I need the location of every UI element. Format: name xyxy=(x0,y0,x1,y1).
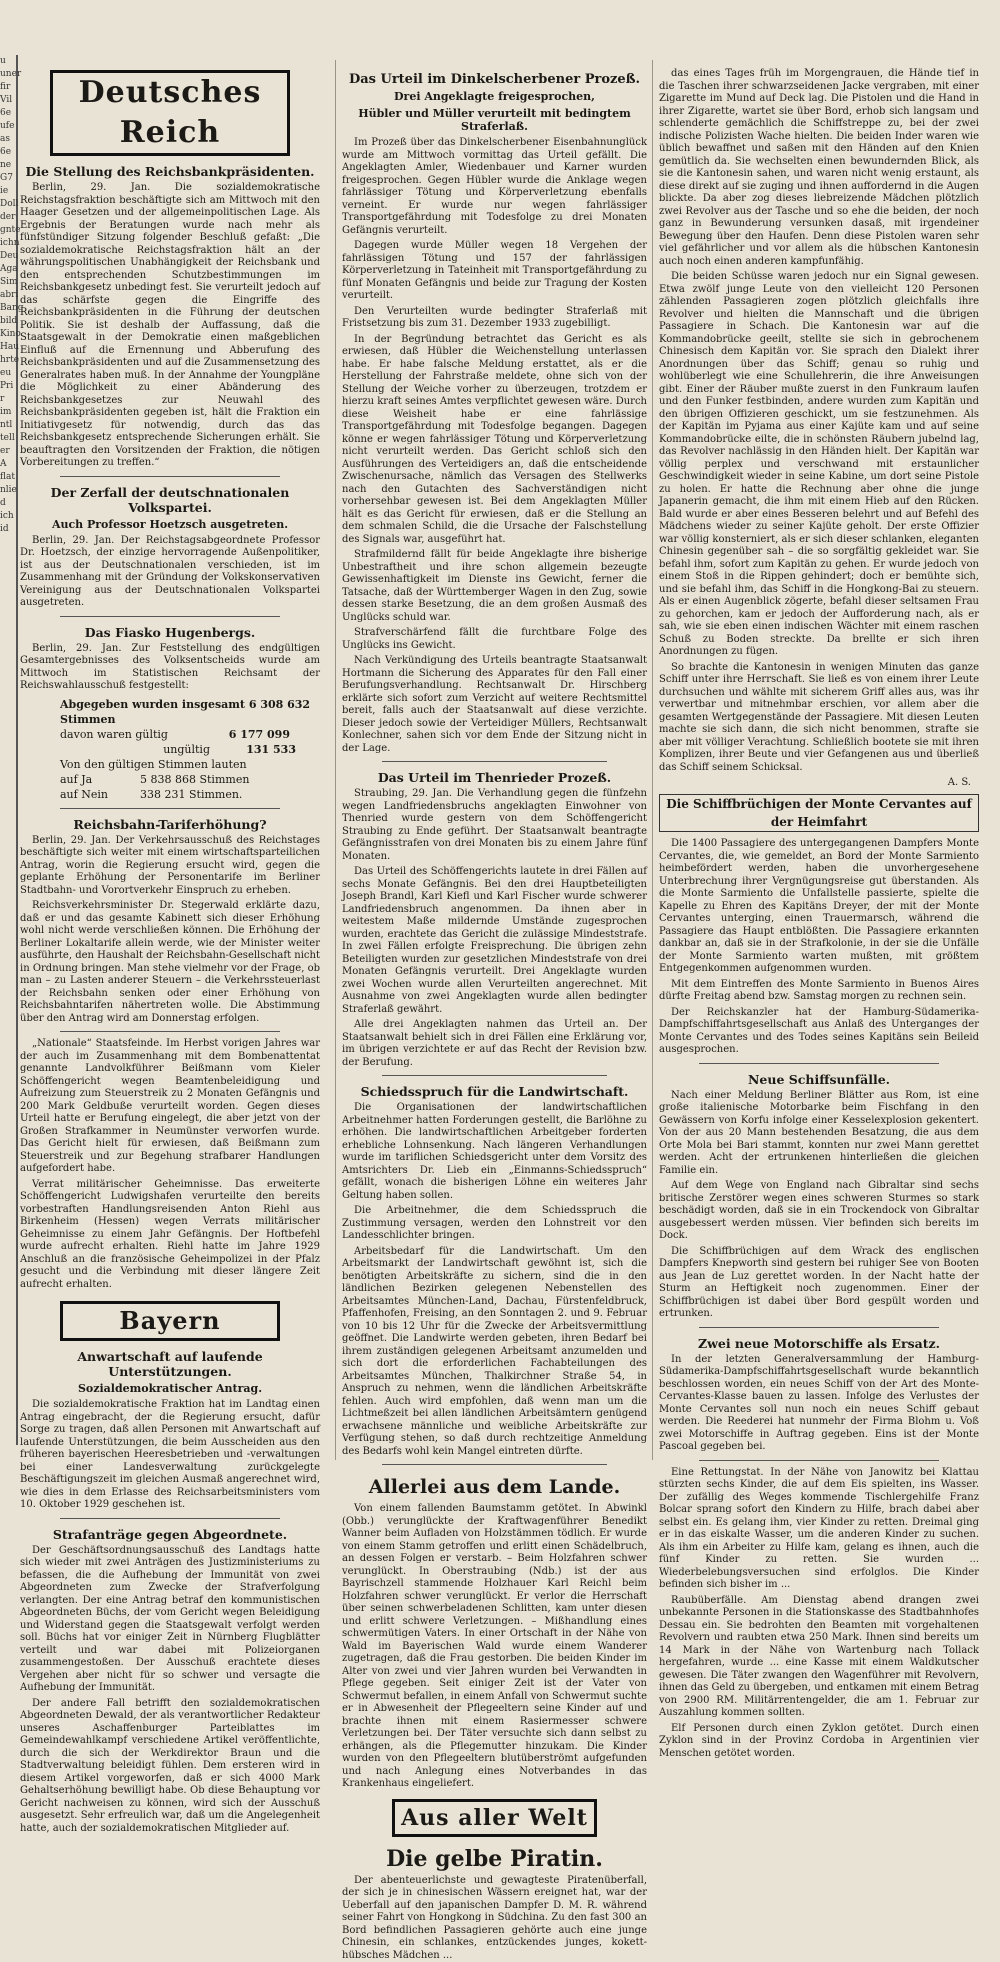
article-dinkel-1: Im Prozeß über das Dinkelscherbener Eisenbahnunglück wurde am Mittwoch vormittag das Urteil gefällt. Die Angeklagten Amler, Wiedenbauer und Karner wurden freigesprochen. Gegen Hübler wurde die Anklage wegen fahrlässiger Tötung und Körperverletzung ebenfalls verneint. Er wurde nur wegen fahrlässiger Transportgefährdung mit Todesfolge zu drei Monaten Gefängnis verurteilt. xyxy=(342,137,647,237)
subhead-anwartschaft: Sozialdemokratischer Antrag. xyxy=(20,1382,320,1395)
strip-fragment: uner xyxy=(0,68,16,81)
strip-fragment: fir xyxy=(0,81,16,94)
article-piratin-cont-1: das eines Tages früh im Morgengrauen, die Hände tief in die Taschen ihrer schwarzseidenen Jacke vergraben, mit einer Zigarette im Mund auf Deck lag. Die Pistolen und die Hand in ihrer Zigarette, wartet sie über Bord, erhob sich langsam und schlenderte gemächlich die Schiffstreppe zu, bei der zwei indische Polizisten Wache hielten. Die beiden Inder waren wie üblich bewaffnet und saßen mit den Händen auf den Knien gemütlich da. Sie wechselten einen bewundernden Blick, als sie die Kantonesin sahen, und waren nicht wenig erstaunt, als diese direkt auf sie zuging und ihnen auffordernd in die Augen blickte. Da aber zog dieses liebreizende Mädchen plötzlich zwei Revolver aus der Tasche und so ehe die beiden, der noch ganz in Bewunderung versunken dasaß, mit irgendeiner Bewegung über den Haufen. Denn diese Pistolen waren sehr viel gefährlicher und vor allem als die hübschen Kantonesin auch noch einen anderen kampfunfähig. xyxy=(659,68,979,268)
article-dinkel-7: Nach Verkündigung des Urteils beantragte Staatsanwalt Hortmann die Sicherung des Apparates für den Fall einer Berufungsverhandlung. Rechtsanwalt Dr. Hirschberg erklärte sich sofort zum Verzicht auf weitere Rechtsmittel bereit, falls auch der Staatsanwalt auf diese verzichte. Dieser jedoch sowie der Verteidiger Müllers, Rechtsanwalt Konlechner, sahen sich vor dem Ende der Sitzung nicht in der Lage. xyxy=(342,655,647,755)
strip-fragment: er xyxy=(0,445,16,458)
headline-fiasko: Das Fiasko Hugenbergs. xyxy=(20,625,320,640)
headline-reichsbank: Die Stellung des Reichsbankpräsidenten. xyxy=(20,164,320,179)
vote-subheading: Von den gültigen Stimmen lauten xyxy=(60,757,320,772)
divider xyxy=(60,808,280,809)
headline-tarif: Reichsbahn-Tariferhöhung? xyxy=(20,817,320,832)
strip-fragment: Vil xyxy=(0,94,16,107)
article-piratin-cont-3: So brachte die Kantonesin in wenigen Minuten das ganze Schiff unter ihre Herrschaft. Sie ließ es von einem ihrer Leute durchsuchen und wählte mit sicherem Griff alles aus, was ihr verwertbar und mitnehmbar erschien, vor allem aber die gesamten Wertgegenstände der Passagiere. Mit diesen Leuten machte sie sich dann, die sich nicht benommen, strafte sie aber mit völliger Verachtung. Schließlich bootete sie mit ihren Komplizen, ihrer Beute und vier Gefangenen aus und überließ das Schiff seinem Schicksal. xyxy=(659,662,979,775)
article-thenried-1: Straubing, 29. Jan. Die Verhandlung gegen die fünfzehn wegen Landfriedensbruchs angeklagten Einwohner von Thenried wurde gestern von dem Schöffengericht Straubing zu Ende geführt. Der Staatsanwalt beantragte Gefängnisstrafen von drei Monaten bis zu einem Jahre fünf Monaten. xyxy=(342,788,647,863)
headline-neue-schiffsunfaelle: Neue Schiffsunfälle. xyxy=(659,1072,979,1087)
vote-row-yes: auf Ja 5 838 868 Stimmen xyxy=(60,772,320,787)
article-allerlei: Von einem fallenden Baumstamm getötet. In Abwinkl (Obb.) verunglückte der Kraftwagenführer Benedikt Wanner beim Aufladen von Holzstämmen tödlich. Er wurde von einem Stamm getroffen und erlitt einen Schädelbruch, an dessen Folgen er verstarb. – Beim Holzfahren schwer verunglückt. In Oberstraubing (Ndb.) ist der aus Bayrischzell stammende Holzhauer Karl Reichl beim Holzfahren schwer verunglückt. Er verlor die Herrschaft über seinen schwerbeladenen Schlitten, kam unter diesen und erlitt schwere Verletzungen. – Mißhandlung eines schwermütigen Vaters. In einer Ortschaft in der Nähe von Wald im Bayerischen Wald wurde einem Wanderer zugetragen, daß die Frau gestorben. Die beiden Kinder im Alter von zwei und vier Jahren wurden bei Verwandten in Pflege gegeben. Seit einiger Zeit ist der Vater von Schwermut befallen, in einem Anfall von Schwermut suchte er in Abwesenheit der Pflegeeltern seine Kinder auf und brachte ihnen mit einem Rasiermesser schwere Verletzungen bei. Der Täter versuchte sich dann selbst zu erhängen, als die Pflegemutter hinzukam. Die Kinder wurden von den Pflegeeltern blutüberströmt aufgefunden und nach Anlegung eines Notverbandes in das Krankenhaus eingeliefert. xyxy=(342,1503,647,1791)
article-thenried-3: Alle drei Angeklagten nahmen das Urteil an. Der Staatsanwalt behielt sich in drei Fällen eine Erklärung vor, im übrigen verzichtete er auf das Recht der Revision bzw. der Berufung. xyxy=(342,1019,647,1069)
headline-thenried: Das Urteil im Thenrieder Prozeß. xyxy=(342,770,647,785)
left-margin-strip xyxy=(0,55,18,1445)
article-fiasko: Berlin, 29. Jan. Zur Feststellung des endgültigen Gesamtergebnisses des Volksentscheids wurde am Mittwoch im Statistischen Reichsamt der Reichswahlausschuß festgestellt: xyxy=(20,643,320,693)
strip-fragment: Sim xyxy=(0,276,16,289)
vote-results-table xyxy=(60,697,320,802)
divider xyxy=(60,1518,280,1519)
strip-fragment: bild xyxy=(0,315,16,328)
strip-fragment: id xyxy=(0,523,16,536)
headline-strafantraege: Strafanträge gegen Abgeordnete. xyxy=(20,1527,320,1542)
vote-row-valid: davon waren gültig 6 177 099 xyxy=(60,727,320,742)
divider xyxy=(699,1460,939,1461)
article-strafantraege-1: Der Geschäftsordnungsausschuß des Landtags hatte sich wieder mit zwei Anträgen des Justizministeriums zu befassen, die die Aufhebung der Immunität von zwei Abgeordneten zum Zwecke der Strafverfolgung verlangten. Der eine Antrag betraf den kommunistischen Abgeordneten Büchs, der vom Gericht wegen Beleidigung und Widerstand gegen die Staatsgewalt verfolgt werden soll. Büchs hat vor einiger Zeit in Nürnberg Flugblätter verteilt und war dabei mit Polizeiorganen zusammengestoßen. Der Ausschuß erachtete dieses Vergehen aber nicht für so schwer und versagte die Aufhebung der Immunität. xyxy=(20,1545,320,1695)
strip-fragment: Deu xyxy=(0,250,16,263)
headline-gelbe-piratin: Die gelbe Piratin. xyxy=(342,1847,647,1871)
divider xyxy=(382,761,607,762)
strip-fragment: der xyxy=(0,211,16,224)
subhead-zerfall: Auch Professor Hoetzsch ausgetreten. xyxy=(20,518,320,531)
headline-dinkelscherben: Das Urteil im Dinkelscherbener Prozeß. xyxy=(342,72,647,87)
article-anwartschaft: Die sozialdemokratische Fraktion hat im Landtag einen Antrag eingebracht, der die Regierung ersucht, dafür Sorge zu tragen, daß allen Personen mit Anwartschaft auf laufende Unterstützungen, die beim Ausscheiden aus den früheren bayerischen Heeresbetrieben und -verwaltungen bei einer Landesverwaltung zurückgelegte Beschäftigungszeit im gleichen Ausmaß angerechnet wird, wie dies in dem Erlasse des Reichsarbeitsministers vom 10. Oktober 1929 geschehen ist. xyxy=(20,1399,320,1512)
article-schiedsspruch-1: Die Organisationen der landwirtschaftlichen Arbeitnehmer hatten Forderungen gestellt, die Barlöhne zu erhöhen. Die landwirtschaftlichen Arbeitgeber forderten erhebliche Lohnsenkung. Nach längeren Verhandlungen wurde im tariflichen Schiedsgericht unter dem Vorsitz des Amtsrichters Dr. Lieb ein „Einmanns-Schiedsspruch“ gefällt, wonach die bisherigen Löhne ein weiteres Jahr Geltung haben sollen. xyxy=(342,1102,647,1202)
divider xyxy=(699,1327,939,1328)
section-header-bayern: Bayern xyxy=(60,1301,280,1341)
section-header-aus-aller-welt: Aus aller Welt xyxy=(392,1799,597,1837)
article-schiedsspruch-2: Die Arbeitnehmer, die dem Schiedsspruch die Zustimmung versagen, werden den Lohnstreit vor den Landesschlichter bringen. xyxy=(342,1205,647,1243)
divider xyxy=(60,616,280,617)
article-staatsfeinde: „Nationale“ Staatsfeinde. Im Herbst vorigen Jahres war der auch im Zusammenhang mit dem Bombenattentat genannte Landvolkführer Beißmann vom Kieler Schöffengericht wegen Beamtenbeleidigung und Aufreizung zum Steuerstreik zu 2 Monaten Gefängnis und 200 Mark Geldbuße verurteilt worden. Gegen dieses Urteil hatte er Berufung eingelegt, die aber jetzt von der Großen Strafkammer in Neumünster verworfen wurde. Das Gericht hielt für erwiesen, daß Beißmann zum Steuerstreik und zur Begehung strafbarer Handlungen aufgefordert habe. xyxy=(20,1038,320,1176)
article-motorschiffe: In der letzten Generalversammlung der Hamburg-Südamerika-Dampfschiffahrtsgesellschaft wurde bekanntlich beschlossen worden, ein neues Schiff von der Art des Monte-Cervantes-Klasse bauen zu lassen. Infolge des Verlustes der Monte Cervantes soll nun noch ein neues Schiff gebaut werden. Die Reederei hat nunmehr der Firma Blohm u. Voß zwei Motorschiffe in Auftrag gegeben. Eins ist der Monte Pascoal gegeben bei. xyxy=(659,1354,979,1454)
article-zyklon: Elf Personen durch einen Zyklon getötet. Durch einen Zyklon sind in der Provinz Cordoba in Argentinien vier Menschen getötet worden. xyxy=(659,1723,979,1761)
strip-fragment: Doll xyxy=(0,198,16,211)
strip-fragment: Aga xyxy=(0,263,16,276)
article-strafantraege-2: Der andere Fall betrifft den sozialdemokratischen Abgeordneten Dewald, der als verantwortlicher Redakteur unseres Aschaffenburger Parteiblattes im Gemeindewahlkampf verschiedene Artikel veröffentlichte, durch die sich der Werkdirektor Braun und die Stadtverwaltung beleidigt fühlen. Dem ersteren wird in diesem Artikel vorgeworfen, daß er sich 4000 Mark Gehaltserhöhung bewilligt habe. Ob diese Behauptung vor Gericht nachweisen zu können, wird sich der Ausschuß ausgesetzt. Sehr erfreulich war, daß um die Angelegenheit hatte, auch der sozialdemokratischen Mitglieder auf. xyxy=(20,1698,320,1836)
strip-fragment: d xyxy=(0,497,16,510)
article-dinkel-5: Strafmildernd fällt für beide Angeklagte ihre bisherige Unbestraftheit und ihre schon allgemein bezeugte Gewissenhaftigkeit im Dienste ins Gewicht, ferner die Tatsache, daß der Württemberger Wagen in den Zug, sowie dessen starke Besetzung, die an dem großen Ausmaß des Unglücks schuld war. xyxy=(342,549,647,624)
article-raubueberfaelle: Raubüberfälle. Am Dienstag abend drangen zwei unbekannte Personen in die Stationskasse des Stadtbahnhofes Dessau ein. Sie bedrohten den Beamten mit vorgehaltenen Revolvern und raubten etwa 250 Mark. Ihnen sind bereits um 14 Mark in der Nähe von Wartenburg nach Tollack hergefahren, wurde ... eine Kasse mit einem Waldkutscher gewesen. Die Täter zwangen den Wagenführer mit Revolvern, ihnen das Geld zu übergeben, und entkamen mit einem Betrag von 2900 RM. Militärrentengelder, die am 1. Februar zur Auszahlung kommen sollten. xyxy=(659,1595,979,1720)
strip-fragment: Kino xyxy=(0,328,16,341)
strip-fragment: abri xyxy=(0,289,16,302)
article-cervantes-2: Mit dem Eintreffen des Monte Sarmiento in Buenos Aires dürfte Freitag abend bzw. Samstag morgen zu rechnen sein. xyxy=(659,979,979,1004)
strip-fragment: ufe xyxy=(0,120,16,133)
author-signature: A. S. xyxy=(659,777,971,788)
strip-fragment: eu xyxy=(0,367,16,380)
headline-allerlei: Allerlei aus dem Lande. xyxy=(342,1475,647,1499)
headline-motorschiffe: Zwei neue Motorschiffe als Ersatz. xyxy=(659,1336,979,1351)
article-neue-2: Auf dem Wege von England nach Gibraltar sind sechs britische Zerstörer wegen eines schweren Sturmes so stark beschädigt worden, daß sie in ein Trockendock von Gibraltar ausgebessert werden müssen. Vier befinden sich bereits im Dock. xyxy=(659,1180,979,1243)
divider xyxy=(382,1075,607,1076)
article-dinkel-3: Den Verurteilten wurde bedingter Straferlaß mit Fristsetzung bis zum 31. Dezember 1933 zugebilligt. xyxy=(342,306,647,331)
article-dinkel-4: In der Begründung betrachtet das Gericht es als erwiesen, daß Hübler die Weichenstellung unterlassen habe. Er habe falsche Meldung erstattet, als er die Herstellung der Fahrstraße meldete, ohne sich von der Stellung der Weiche vorher zu überzeugen, trotzdem er hierzu kraft seines Amtes verpflichtet gewesen wäre. Durch diese Weisheit habe er eine fahrlässige Transportgefährdung mit Todesfolge begangen. Dagegen könne er wegen fahrlässiger Tötung und Körperverletzung nicht verurteilt werden. Das Gericht schloß sich den Ausführungen des Verteidigers an, daß die entscheidende Zwischenursache, nämlich das Versagen des Stellwerks nach den Gutachten des Sachverständigen nicht vorhersehbar gewesen ist. Bei dem Angeklagten Müller hält es das Gericht für erwiesen, daß er die Stellung an dem schmalen Schild, die die Ursache der Falschstellung des Signals war, ausgeführt hat. xyxy=(342,334,647,547)
subhead-dinkelscherben-1: Drei Angeklagte freigesprochen, xyxy=(342,90,647,103)
article-reichsbank: Berlin, 29. Jan. Die sozialdemokratische Reichstagsfraktion beschäftigte sich am Mittwoch mit den Haager Gesetzen und der allgemeinpolitischen Lage. Als Ergebnis der Beratungen wurde nach mehr als fünfstündiger Sitzung folgender Beschluß gefaßt: „Die sozialdemokratische Reichstagsfraktion hält an der währungspolitischen Unabhängigkeit der Reichsbank und den entsprechenden Schutzbestimmungen im Reichsbankgesetz unbedingt fest. Sie verurteilt jedoch auf das schärfste gegen die Eingriffe des Reichsbankpräsidenten in die Führung der deutschen Politik. Sie ist deshalb der Auffassung, daß die Staatsgewalt in der Demokratie einen maßgeblichen Einfluß auf die Ernennung und Abberufung des Reichsbankpräsidenten und auf die Zusammensetzung des Generalrates haben muß. In der Annahme der Youngpläne die Möglichkeit zu einer Abänderung des Reichsbankgesetzes zur Neuwahl des Reichsbankpräsidenten gegeben ist, hält die Fraktion ein Initiativgesetz für notwendig, durch das das Reichsbankgesetz entsprechende Sicherungen erhält. Sie beauftragten den Vorsitzenden der Fraktion, die nötigen Vorbereitungen zu treffen.“ xyxy=(20,182,320,470)
strip-fragment: tell xyxy=(0,432,16,445)
strip-fragment: 6e xyxy=(0,107,16,120)
strip-fragment: ich xyxy=(0,510,16,523)
strip-fragment: gnte xyxy=(0,224,16,237)
strip-fragment: Bang xyxy=(0,302,16,315)
article-verrat: Verrat militärischer Geheimnisse. Das erweiterte Schöffengericht Ludwigshafen verurteilte den bereits vorbestraften Handlungsreisenden Anton Riehl aus Birkenheim (Hessen) wegen Verrats militärischer Geheimnisse zu einem Jahr Gefängnis. Der Hoftbefehl wurde aufrecht erhalten. Riehl hatte im Jahre 1929 Anschluß an die französische Geheimpolizei in der Pfalz gesucht und die Verbindung mit dieser längere Zeit aufrecht erhalten. xyxy=(20,1179,320,1292)
strip-fragment: ntl xyxy=(0,419,16,432)
column-right xyxy=(652,60,979,1460)
article-rettungstat: Eine Rettungstat. In der Nähe von Janowitz bei Klattau stürzten sechs Kinder, die auf dem Eis spielten, ins Wasser. Der zufällig des Weges kommende Tischlergehilfe Franz Bolcar sprang sofort den Kindern zu Hilfe, brach dabei aber selbst ein. Es gelang ihm, vier Kinder zu retten. Dreimal ging er in das eiskalte Wasser, um die anderen Kinder zu suchen. Als ihm ein Arbeiter zu Hilfe kam, gelang es ihnen, auch die fünf Kinder zu retten. Sie wurden ... Wiederbelebungsversuchen sind erfolglos. Die Kinder befinden sich bisher im ... xyxy=(659,1467,979,1592)
strip-fragment: G7 xyxy=(0,172,16,185)
vote-row-invalid: ungültig 131 533 xyxy=(60,742,320,757)
column-left xyxy=(20,60,320,1460)
article-piratin-cont-2: Die beiden Schüsse waren jedoch nur ein Signal gewesen. Etwa zwölf junge Leute von den vielleicht 120 Personen zählenden Passagieren zogen plötzlich gleichfalls ihre Revolver und hielten die Mannschaft und die übrigen Passagiere in Schach. Die Kantonesin war auf die Kommandobrücke geeilt, stellte sie sich in gebrochenem Chinesisch dem Kapitän vor. Sie sprach den Dialekt ihrer Anordnungen über das Schiff; genau so ruhig und wohlüberlegt wie eine Schullehrerin, die ihre Anweisungen gibt. Einer der Räuber mußte zuerst in den Funkraum laufen und den Funker festbinden, andere wurden zum Kapitän und den übrigen Offizieren geschickt, um sie festzunehmen. Als der Kapitän im Pyjama aus einer Kajüte kam und auf seine Kommandobrücke eilte, die in schönsten Räubern jubelnd lag, das Revolver nachlässig in den Händen hielt. Der Kapitän war völlig perplex und verschwand mit erstaunlicher Geschwindigkeit wieder in seine Kabine, um dort seine Pistole zu holen. Er hatte die Rechnung aber ohne die junge Japanerin gemacht, die ihm mit einem Hieb auf den Rücken. Bald wurde er aber eines Besseren belehrt und auf Befehl des Mädchens wieder zu seiner Kajüte geholt. Der erste Offizier war völlig konsterniert, als er sich dieser schlanken, eleganten Chinesin gegenüber sah – die so sorgfältig gekleidet war. Sie befahl ihm, sofort zum Kapitän zu gehen. Er wurde jedoch von einem Stoß in die Rippen gehindert; doch er bemühte sich, und sie befahl ihm, das Schiff in die Hongkong-Bai zu steuern. Als er einen Augenblick zögerte, befahl dieser seltsamen Frau zu gehorchen, kam er jedoch der Aufforderung nach, als er sah, wie sie eben einen indischen Wächter mit einem raschen Schuß zu Boden streckte. Da brellte er sich ihren Anordnungen zu fügen. xyxy=(659,271,979,659)
divider xyxy=(60,476,280,477)
strip-fragment: hrte xyxy=(0,354,16,367)
strip-fragment: ie xyxy=(0,185,16,198)
column-middle xyxy=(335,60,647,1460)
article-neue-1: Nach einer Meldung Berliner Blätter aus Rom, ist eine große italienische Motorbarke beim Fischfang in den Gewässern von Korfu infolge einer Kesselexplosion gekentert. Von der aus 20 Mann bestehenden Besatzung, die aus dem Orte Mola bei Bari stammt, konnten nur zwei Mann gerettet werden. Acht der ertrunkenen hinterließen die gleichen Familie ein. xyxy=(659,1090,979,1178)
article-cervantes-1: Die 1400 Passagiere des untergegangenen Dampfers Monte Cervantes, die, wie gemeldet, an Bord der Monte Sarmiento heimbefördert werden, haben die unvorhergesehene Unterbrechung ihrer Vergnügungsreise gut überstanden. Als die Monte Sarmiento die Unfallstelle passierte, spielte die Kapelle zu Ehren des Kapitäns Dreyer, der mit der Monte Cervantes unterging, einen Trauermarsch, während die Passagiere das Haupt entblößten. Die Passagiere erkannten dankbar an, daß sie in der Strafkolonie, in der sie die Unfälle der Monte Sarmiento warten mußten, mit größtem Entgegenkommen aufgenommen wurden. xyxy=(659,838,979,976)
subhead-dinkelscherben-2: Hübler und Müller verurteilt mit bedingtem Straferlaß. xyxy=(342,107,647,133)
strip-fragment: r im xyxy=(0,393,16,419)
headline-zerfall: Der Zerfall der deutschnationalen Volkspartei. xyxy=(20,485,320,515)
article-cervantes-3: Der Reichskanzler hat der Hamburg-Südamerika-Dampfschiffahrtsgesellschaft aus Anlaß des Unterganges der Monte Cervantes und des Todes seines Kapitäns sein Beileid ausgesprochen. xyxy=(659,1007,979,1057)
headline-cervantes: Die Schiffbrüchigen der Monte Cervantes auf der Heimfahrt xyxy=(659,794,979,832)
headline-anwartschaft: Anwartschaft auf laufende Unterstützungen. xyxy=(20,1349,320,1379)
article-zerfall: Berlin, 29. Jan. Der Reichstagsabgeordnete Professor Dr. Hoetzsch, der einzige hervorragende Außenpolitiker, ist aus der Deutschnationalen verschieden, ist im Zusammenhang mit der Gründung der Volkskonservativen Vereinigung aus der Deutschnationalen Volkspartei ausgetreten. xyxy=(20,535,320,610)
strip-fragment: ne xyxy=(0,159,16,172)
strip-fragment: nlie xyxy=(0,484,16,497)
article-tarif-2: Reichsverkehrsminister Dr. Stegerwald erklärte dazu, daß er und das gesamte Kabinett sich dieser Erhöhung wohl nicht werde verschließen können. Die Erhöhung der Berliner Lokaltarife allein werde, wie der Minister weiter ausführte, den Haushalt der Reichsbahn-Gesellschaft nicht in Ordnung bringen. Man stehe vielmehr vor der Frage, ob man – zu Lasten anderer Steuern – die Verkehrssteuerlast der Reichsbahn senken oder einer Erhöhung von Reichsbahntarifen nähertreten wolle. Die Abstimmung über den Antrag wird am Donnerstag erfolgen. xyxy=(20,900,320,1025)
article-dinkel-6: Strafverschärfend fällt die furchtbare Folge des Unglücks ins Gewicht. xyxy=(342,627,647,652)
section-header-deutsches-reich: Deutsches Reich xyxy=(50,70,290,156)
strip-fragment: ichn xyxy=(0,237,16,250)
divider xyxy=(382,1464,607,1465)
divider xyxy=(60,1031,280,1032)
strip-fragment: u xyxy=(0,55,16,68)
vote-row-no: auf Nein 338 231 Stimmen. xyxy=(60,787,320,802)
article-thenried-2: Das Urteil des Schöffengerichts lautete in drei Fällen auf sechs Monate Gefängnis. Bei den drei Hauptbeteiligten Joseph Brandl, Karl Kiefl und Karl Fischer wurde schwerer Landfriedensbruch angenommen. Da ihnen aber in weitestem Maße mildernde Umstände zugesprochen wurden, erachtete das Gericht die zulässige Mindeststrafe. In zwei Fällen erfolgte Freisprechung. Die übrigen zehn Beteiligten wurden zur gesetzlichen Mindeststrafe von drei Monaten Gefängnis verurteilt. Drei Angeklagte wurden zwei Wochen wurde allen Verurteilten angerechnet. Mit Ausnahme von zwei Angeklagten wurde allen bedingter Straferlaß gewährt. xyxy=(342,866,647,1016)
article-piratin-start: Der abenteuerlichste und gewagteste Piratenüberfall, der sich je in chinesischen Wässern ereignet hat, war der Ueberfall auf den japanischen Dampfer D. M. R. während seiner Fahrt von Hongkong in Südchina. Zu den fast 300 an Bord befindlichen Passagieren gehörte auch eine junge Chinesin, ein schlankes, entzückendes junges, kokett-hübsches Mädchen ... xyxy=(342,1875,647,1962)
strip-fragment: A xyxy=(0,458,16,471)
strip-fragment: 6e xyxy=(0,146,16,159)
strip-fragment: as xyxy=(0,133,16,146)
article-dinkel-2: Dagegen wurde Müller wegen 18 Vergehen der fahrlässigen Tötung und 157 der fahrlässigen Körperverletzung in Tateinheit mit Transportgefährdung zu fünf Monaten Gefängnis und beide zur Tragung der Kosten verurteilt. xyxy=(342,240,647,303)
strip-fragment: Pri xyxy=(0,380,16,393)
vote-total: Abgegeben wurden insgesamt 6 308 632 Stimmen xyxy=(60,697,320,727)
article-tarif-1: Berlin, 29. Jan. Der Verkehrsausschuß des Reichstages beschäftigte sich weiter mit einem wirtschaftsparteilichen Antrag, worin die Regierung ersucht wird, gegen die geplante Erhöhung der Personentarife im Berliner Stadtbahn- und Vorortverkehr Einspruch zu erheben. xyxy=(20,835,320,898)
strip-fragment: Hau xyxy=(0,341,16,354)
strip-fragment: flat xyxy=(0,471,16,484)
article-arbeitsbedarf: Arbeitsbedarf für die Landwirtschaft. Um den Arbeitsmarkt der Landwirtschaft gewöhnt ist, sich die benötigten Arbeitskräfte zu sichern, sind die in den ländlichen Bezirken gelegenen Nebenstellen des Arbeitsamtes München-Land, Dachau, Fürstenfeldbruck, Pfaffenhofen, Freising, an den Sonntagen 2. und 9. Februar von 10 bis 12 Uhr für die Zwecke der Arbeitsvermittlung geöffnet. Die Landwirte werden gebeten, ihren Bedarf bei ihrem zuständigen gelegenen Arbeitsamt anzumelden und sich dort die erforderlichen Fachabteilungen des Arbeitsamtes München, Thalkirchner Straße 54, in Anspruch zu nehmen, wenn die ländlichen Arbeitskräfte fehlen. Auch wird empfohlen, daß wenn man um die Lichtmeßzeit bei allen ländlichen Arbeitsämtern genügend erwachsene männliche und weibliche Arbeitskräfte zur Verfügung stehen, so daß durch rechtzeitige Anmeldung des Bedarfs wohl kein Mangel eintreten dürfte. xyxy=(342,1246,647,1459)
article-neue-3: Die Schiffbrüchigen auf dem Wrack des englischen Dampfers Knepworth sind gestern bei ruhiger See von Booten aus Jean de Luz gerettet worden. In der Nacht hatte der Sturm an Heftigkeit noch zugenommen. Einer der Schiffbrüchigen ist dabei über Bord gespült worden und ertrunken. xyxy=(659,1246,979,1321)
headline-schiedsspruch: Schiedsspruch für die Landwirtschaft. xyxy=(342,1084,647,1099)
divider xyxy=(699,1063,939,1064)
